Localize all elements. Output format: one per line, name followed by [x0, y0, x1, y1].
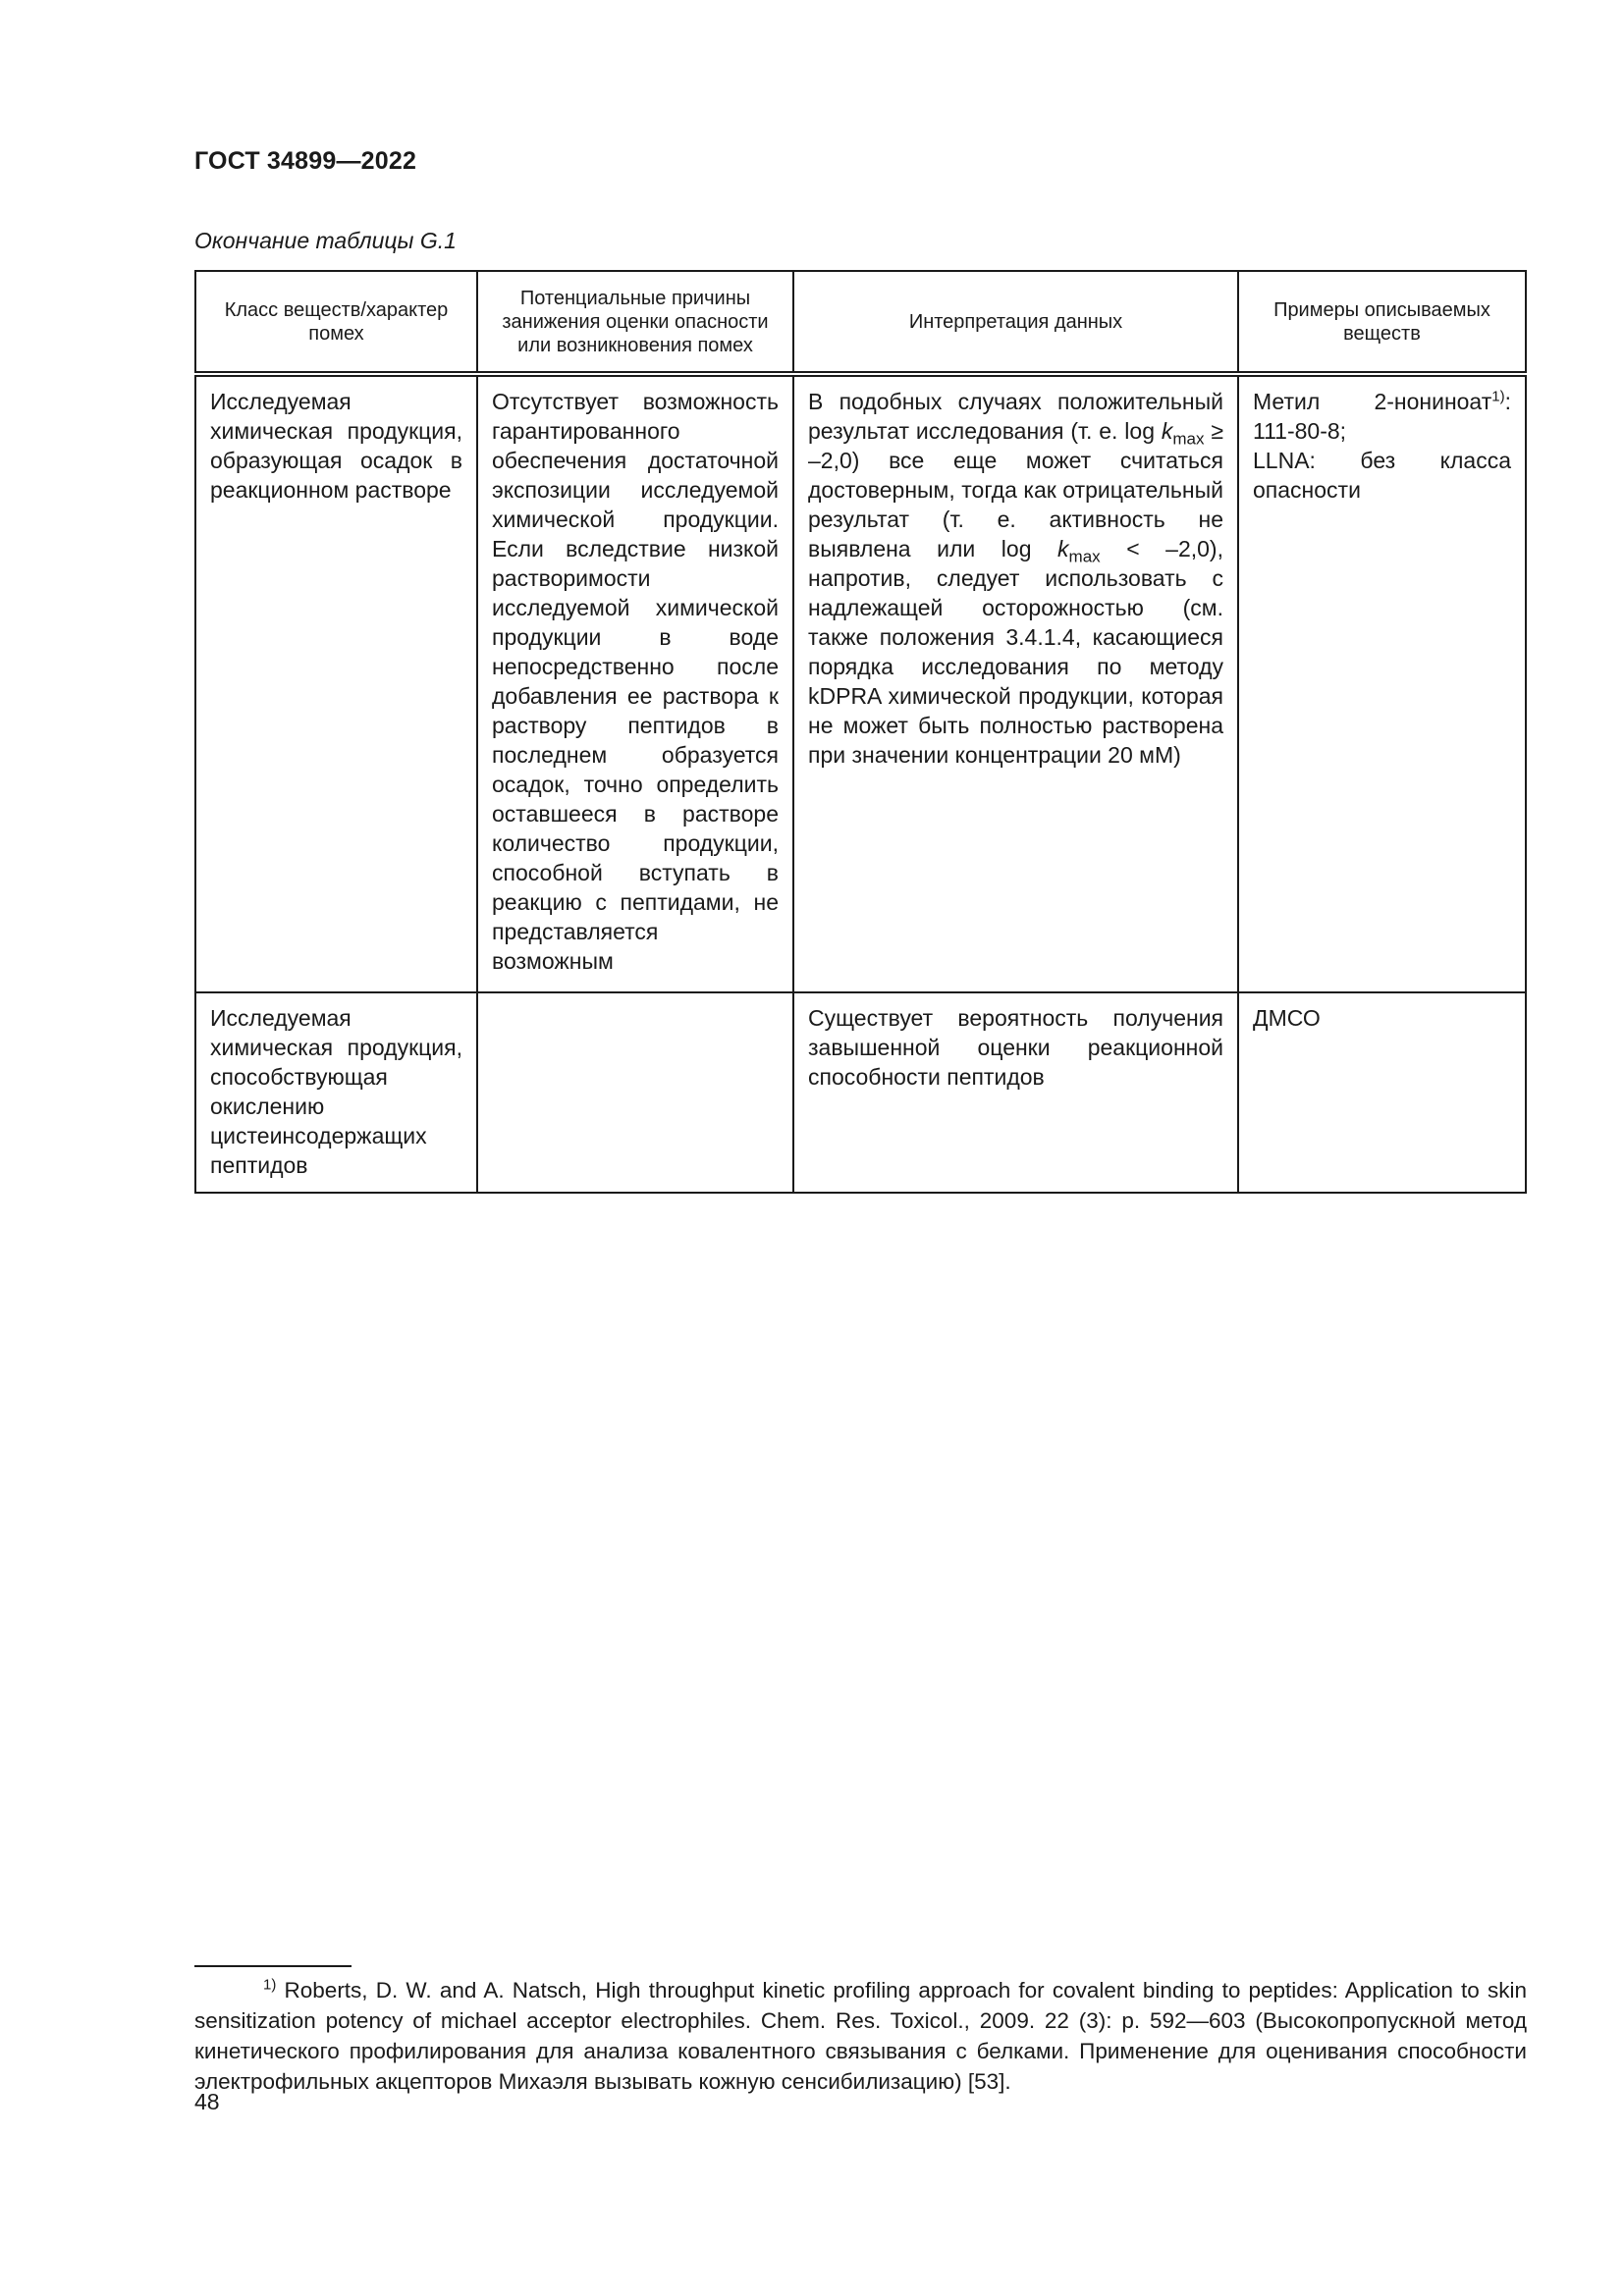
cell-class: Исследуемая химическая продукция, способствующая окислению цистеинсодержащих пептидов	[195, 992, 477, 1193]
interp-text-1: В подобных случаях положительный результат исследования (т. е. log	[808, 389, 1223, 444]
data-table	[194, 270, 1527, 1194]
cell-examples: ДМСО	[1238, 992, 1526, 1193]
example-llna: LLNA: без класса опасности	[1253, 448, 1511, 503]
table-row	[195, 992, 1526, 1193]
interp-text-3: < –2,0), напротив, следует использовать с надлежащей осторожностью (см. также положения 3.4.1.4, касающиеся порядка исследования по методу kDPRA химической продукции, которая не может быть полностью растворена при значении концентрации 20 мМ)	[808, 536, 1223, 768]
interp-text-2: ≥ –2,0) все еще может считаться достоверным, тогда как отрицательный результат (т. е. активность не выявлена или log	[808, 418, 1223, 561]
cell-causes: Отсутствует возможность гарантированного обеспечения достаточной экспозиции исследуемой химической продукции. Если вследствие низкой растворимости исследуемой химической продукции в воде непосредственно после добавления ее раствора к раствору пептидов в последнем образуется осадок, точно определить оставшееся в растворе количество продукции, способной вступать в реакцию с пептидами, не представляется возможным	[477, 374, 793, 992]
footnote-marker: 1)	[263, 1976, 277, 1994]
k-symbol: k	[1161, 418, 1173, 444]
table-caption: Окончание таблицы G.1	[194, 228, 457, 253]
page-number: 48	[194, 2089, 220, 2114]
k-subscript: max	[1068, 547, 1101, 566]
k-symbol: k	[1057, 536, 1069, 561]
cell-interpretation: Существует вероятность получения завышенной оценки реакционной способности пептидов	[793, 992, 1238, 1193]
cell-interpretation	[793, 374, 1238, 992]
cell-examples	[1238, 374, 1526, 992]
table-header-row	[195, 271, 1526, 374]
column-header-causes: Потенциальные причины занижения оценки опасности или возникновения помех	[477, 271, 793, 374]
cell-causes	[477, 992, 793, 1193]
k-subscript: max	[1172, 429, 1205, 449]
document-title: ГОСТ 34899—2022	[194, 147, 417, 175]
column-header-examples: Примеры описываемых веществ	[1238, 271, 1526, 374]
example-name: Метил 2-нониноат	[1253, 389, 1492, 414]
footnote-divider	[194, 1965, 352, 1967]
table-row	[195, 374, 1526, 992]
column-header-class: Класс веществ/характер помех	[195, 271, 477, 374]
example-cas: : 111-80-8;	[1253, 389, 1511, 444]
footnote-text: Roberts, D. W. and A. Natsch, High throughput kinetic profiling approach for covalent binding to peptides: Application to skin sensitization potency of michael acceptor electrophiles. Chem. Res. Toxicol., 2009. 22 (3): p. 592—603 (Высокопропускной метод кинетического профилирования для анализа ковалентного связывания с белками. Применение для оценивания способности электрофильных акцепторов Михаэля вызывать кожную сенсибилизацию) [53].	[194, 1978, 1527, 2094]
footnote	[194, 1975, 1527, 2097]
column-header-interpretation: Интерпретация данных	[793, 271, 1238, 374]
cell-class: Исследуемая химическая продукция, образующая осадок в реакционном растворе	[195, 374, 477, 992]
footnote-ref: 1)	[1491, 388, 1505, 405]
